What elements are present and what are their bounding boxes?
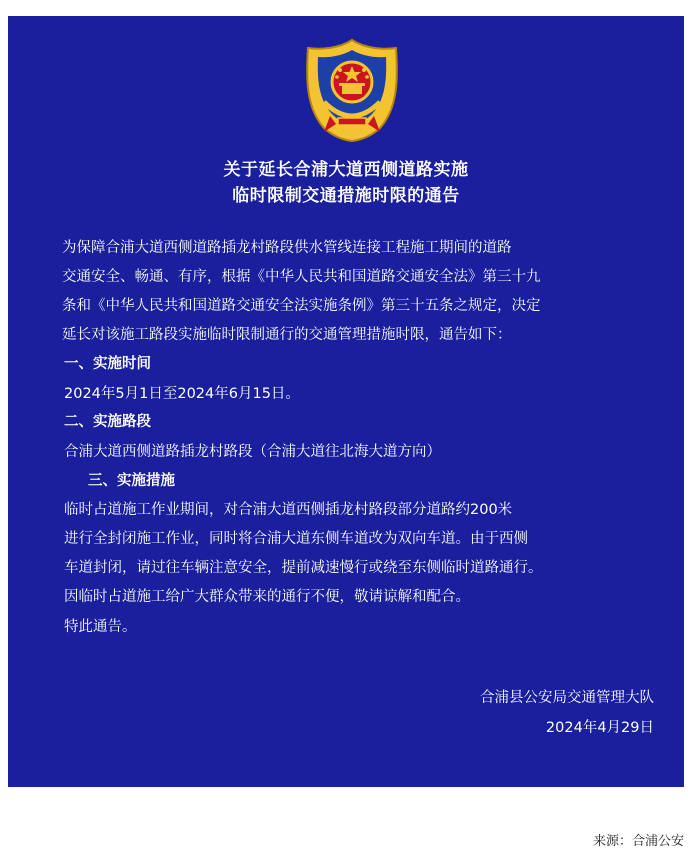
closing-text: 特此通告。 (64, 619, 137, 635)
issue-date: 2024年4月29日 (545, 720, 654, 736)
section-text: 2024年5月1日至2024年6月15日。 (64, 386, 300, 402)
issuer-signature: 合浦县公安局交通管理大队 (480, 690, 654, 706)
paragraph-line: 延长对该施工路段实施临时限制通行的交通管理措施时限，通告如下： (62, 327, 512, 343)
title-line-2: 临时限制交通措施时限的通告 (232, 186, 460, 206)
paragraph-line: 因临时占道施工给广大群众带来的通行不便，敬请谅解和配合。 (64, 589, 470, 605)
paragraph-line: 交通安全、畅通、有序，根据《中华人民共和国道路交通安全法》第三十九 (62, 269, 541, 285)
notice-panel (8, 16, 684, 787)
police-emblem-icon (302, 38, 402, 142)
paragraph-line: 为保障合浦大道西侧道路插龙村路段供水管线连接工程施工期间的道路 (62, 240, 512, 256)
section-heading: 三、实施措施 (88, 473, 175, 489)
section-text: 合浦大道西侧道路插龙村路段（合浦大道往北海大道方向） (64, 444, 441, 460)
source-credit: 来源：合浦公安 (592, 834, 684, 849)
section-heading: 二、实施路段 (64, 414, 151, 430)
paragraph-line: 进行全封闭施工作业，同时将合浦大道东侧车道改为双向车道。由于西侧 (64, 531, 528, 547)
section-heading: 一、实施时间 (64, 356, 151, 372)
title-line-1: 关于延长合浦大道西侧道路实施 (223, 160, 469, 180)
paragraph-line: 条和《中华人民共和国道路交通安全法实施条例》第三十五条之规定，决定 (62, 298, 541, 314)
paragraph-line: 车道封闭，请过往车辆注意安全，提前减速慢行或绕至东侧临时道路通行。 (64, 560, 543, 576)
paragraph-line: 临时占道施工作业期间，对合浦大道西侧插龙村路段部分道路约200米 (64, 502, 513, 518)
